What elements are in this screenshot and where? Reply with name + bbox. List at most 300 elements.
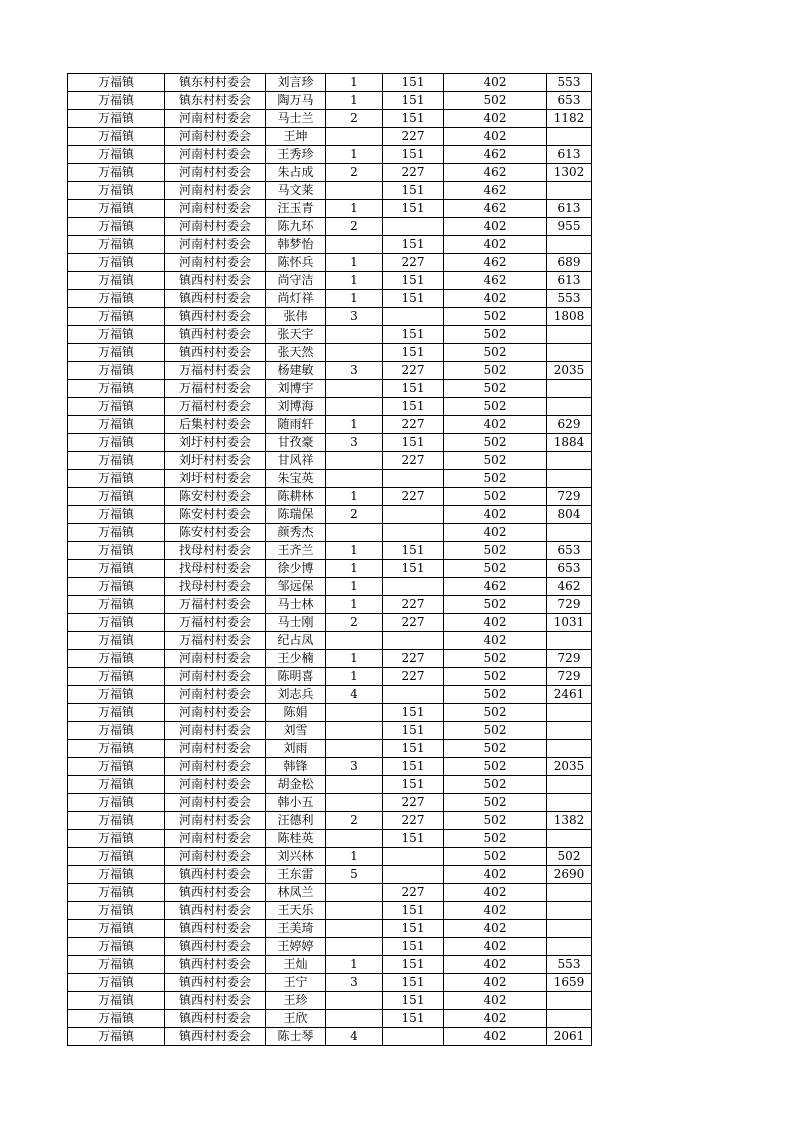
town-cell: 万福镇	[68, 722, 165, 740]
amount-a-cell: 151	[383, 830, 444, 848]
count-cell: 2	[326, 812, 383, 830]
town-cell: 万福镇	[68, 128, 165, 146]
amount-b-cell: 402	[444, 974, 547, 992]
amount-b-cell: 502	[444, 668, 547, 686]
name-cell: 刘兴林	[266, 848, 326, 866]
count-cell: 4	[326, 1028, 383, 1046]
town-cell: 万福镇	[68, 758, 165, 776]
name-cell: 刘博海	[266, 398, 326, 416]
town-cell: 万福镇	[68, 380, 165, 398]
name-cell: 王天乐	[266, 902, 326, 920]
amount-b-cell: 502	[444, 452, 547, 470]
town-cell: 万福镇	[68, 668, 165, 686]
total-cell: 729	[547, 650, 592, 668]
amount-b-cell: 502	[444, 794, 547, 812]
amount-b-cell: 402	[444, 506, 547, 524]
village-committee-cell: 河南村村委会	[165, 776, 266, 794]
count-cell: 1	[326, 956, 383, 974]
town-cell: 万福镇	[68, 884, 165, 902]
table-row	[68, 146, 592, 164]
total-cell	[547, 920, 592, 938]
count-cell	[326, 794, 383, 812]
count-cell	[326, 992, 383, 1010]
village-committee-cell: 镇西村村委会	[165, 326, 266, 344]
amount-a-cell: 151	[383, 110, 444, 128]
count-cell: 3	[326, 758, 383, 776]
amount-a-cell: 227	[383, 488, 444, 506]
total-cell: 2035	[547, 362, 592, 380]
count-cell	[326, 722, 383, 740]
amount-a-cell	[383, 218, 444, 236]
amount-b-cell: 402	[444, 884, 547, 902]
name-cell: 胡金松	[266, 776, 326, 794]
count-cell: 1	[326, 848, 383, 866]
table-row	[68, 344, 592, 362]
table-row	[68, 542, 592, 560]
amount-a-cell: 151	[383, 200, 444, 218]
amount-a-cell: 227	[383, 596, 444, 614]
amount-a-cell: 151	[383, 776, 444, 794]
town-cell: 万福镇	[68, 740, 165, 758]
amount-b-cell: 502	[444, 812, 547, 830]
town-cell: 万福镇	[68, 146, 165, 164]
village-committee-cell: 陈安村村委会	[165, 506, 266, 524]
amount-b-cell: 502	[444, 758, 547, 776]
amount-a-cell: 227	[383, 812, 444, 830]
town-cell: 万福镇	[68, 524, 165, 542]
amount-a-cell	[383, 632, 444, 650]
amount-b-cell: 502	[444, 830, 547, 848]
village-committee-cell: 陈安村村委会	[165, 524, 266, 542]
amount-a-cell: 227	[383, 452, 444, 470]
village-committee-cell: 河南村村委会	[165, 794, 266, 812]
count-cell: 1	[326, 290, 383, 308]
total-cell: 1382	[547, 812, 592, 830]
count-cell: 1	[326, 668, 383, 686]
count-cell: 1	[326, 416, 383, 434]
name-cell: 王秀珍	[266, 146, 326, 164]
name-cell: 马士林	[266, 596, 326, 614]
count-cell: 2	[326, 218, 383, 236]
amount-b-cell: 402	[444, 632, 547, 650]
table-row	[68, 272, 592, 290]
town-cell: 万福镇	[68, 470, 165, 488]
amount-b-cell: 462	[444, 272, 547, 290]
count-cell: 4	[326, 686, 383, 704]
town-cell: 万福镇	[68, 794, 165, 812]
amount-a-cell: 151	[383, 1010, 444, 1028]
town-cell: 万福镇	[68, 434, 165, 452]
table-row	[68, 254, 592, 272]
village-committee-cell: 河南村村委会	[165, 848, 266, 866]
village-committee-cell: 刘圩村村委会	[165, 452, 266, 470]
name-cell: 陈娟	[266, 704, 326, 722]
name-cell: 王灿	[266, 956, 326, 974]
name-cell: 颜秀杰	[266, 524, 326, 542]
count-cell: 1	[326, 560, 383, 578]
village-committee-cell: 镇西村村委会	[165, 290, 266, 308]
amount-a-cell	[383, 524, 444, 542]
total-cell	[547, 452, 592, 470]
total-cell: 1884	[547, 434, 592, 452]
village-committee-cell: 河南村村委会	[165, 146, 266, 164]
table-row	[68, 326, 592, 344]
amount-a-cell: 227	[383, 668, 444, 686]
amount-b-cell: 462	[444, 200, 547, 218]
amount-b-cell: 502	[444, 362, 547, 380]
amount-a-cell: 227	[383, 362, 444, 380]
amount-b-cell: 402	[444, 902, 547, 920]
table-row	[68, 110, 592, 128]
total-cell	[547, 344, 592, 362]
table-row	[68, 830, 592, 848]
name-cell: 刘雪	[266, 722, 326, 740]
town-cell: 万福镇	[68, 1028, 165, 1046]
total-cell	[547, 794, 592, 812]
amount-b-cell: 462	[444, 182, 547, 200]
total-cell: 613	[547, 200, 592, 218]
amount-b-cell: 502	[444, 92, 547, 110]
name-cell: 陈明喜	[266, 668, 326, 686]
amount-b-cell: 402	[444, 992, 547, 1010]
village-committee-cell: 镇西村村委会	[165, 1028, 266, 1046]
town-cell: 万福镇	[68, 776, 165, 794]
village-committee-cell: 河南村村委会	[165, 758, 266, 776]
village-committee-cell: 镇西村村委会	[165, 920, 266, 938]
town-cell: 万福镇	[68, 686, 165, 704]
amount-b-cell: 502	[444, 308, 547, 326]
count-cell	[326, 236, 383, 254]
amount-a-cell	[383, 470, 444, 488]
amount-a-cell: 227	[383, 614, 444, 632]
amount-a-cell: 227	[383, 254, 444, 272]
amount-a-cell: 151	[383, 434, 444, 452]
table-row	[68, 128, 592, 146]
amount-b-cell: 502	[444, 344, 547, 362]
village-committee-cell: 河南村村委会	[165, 740, 266, 758]
village-committee-cell: 镇东村村委会	[165, 92, 266, 110]
town-cell: 万福镇	[68, 92, 165, 110]
total-cell	[547, 776, 592, 794]
village-committee-cell: 镇西村村委会	[165, 1010, 266, 1028]
table-row	[68, 758, 592, 776]
amount-b-cell: 502	[444, 488, 547, 506]
amount-a-cell: 151	[383, 938, 444, 956]
table-row	[68, 434, 592, 452]
count-cell	[326, 920, 383, 938]
name-cell: 汪德利	[266, 812, 326, 830]
table-row	[68, 416, 592, 434]
total-cell	[547, 1010, 592, 1028]
count-cell	[326, 344, 383, 362]
amount-b-cell: 402	[444, 614, 547, 632]
town-cell: 万福镇	[68, 848, 165, 866]
total-cell: 502	[547, 848, 592, 866]
count-cell	[326, 902, 383, 920]
village-committee-cell: 镇西村村委会	[165, 992, 266, 1010]
total-cell: 462	[547, 578, 592, 596]
amount-b-cell: 502	[444, 596, 547, 614]
village-committee-cell: 后集村村委会	[165, 416, 266, 434]
town-cell: 万福镇	[68, 488, 165, 506]
count-cell: 2	[326, 110, 383, 128]
table-row	[68, 488, 592, 506]
total-cell	[547, 380, 592, 398]
village-committee-cell: 镇西村村委会	[165, 866, 266, 884]
table-row	[68, 794, 592, 812]
amount-b-cell: 502	[444, 560, 547, 578]
amount-b-cell: 402	[444, 1010, 547, 1028]
amount-b-cell: 402	[444, 290, 547, 308]
amount-a-cell: 151	[383, 560, 444, 578]
amount-a-cell: 151	[383, 236, 444, 254]
amount-a-cell	[383, 866, 444, 884]
table-row	[68, 992, 592, 1010]
amount-b-cell: 502	[444, 650, 547, 668]
village-committee-cell: 镇西村村委会	[165, 884, 266, 902]
town-cell: 万福镇	[68, 290, 165, 308]
amount-a-cell: 151	[383, 290, 444, 308]
name-cell: 杨建敏	[266, 362, 326, 380]
total-cell: 653	[547, 560, 592, 578]
table-row	[68, 398, 592, 416]
amount-a-cell: 151	[383, 344, 444, 362]
village-committee-cell: 万福村村委会	[165, 398, 266, 416]
amount-b-cell: 502	[444, 848, 547, 866]
count-cell: 2	[326, 614, 383, 632]
name-cell: 王坤	[266, 128, 326, 146]
table-row	[68, 506, 592, 524]
count-cell: 1	[326, 146, 383, 164]
town-cell: 万福镇	[68, 308, 165, 326]
count-cell: 1	[326, 488, 383, 506]
total-cell	[547, 632, 592, 650]
name-cell: 汪玉青	[266, 200, 326, 218]
table-row	[68, 848, 592, 866]
amount-b-cell: 402	[444, 524, 547, 542]
amount-a-cell: 151	[383, 146, 444, 164]
name-cell: 王齐兰	[266, 542, 326, 560]
count-cell: 1	[326, 200, 383, 218]
count-cell	[326, 704, 383, 722]
table-row	[68, 686, 592, 704]
amount-a-cell	[383, 578, 444, 596]
table-row	[68, 632, 592, 650]
name-cell: 陈九环	[266, 218, 326, 236]
name-cell: 邹远保	[266, 578, 326, 596]
amount-a-cell: 227	[383, 650, 444, 668]
amount-b-cell: 402	[444, 920, 547, 938]
total-cell	[547, 992, 592, 1010]
amount-a-cell: 151	[383, 380, 444, 398]
town-cell: 万福镇	[68, 236, 165, 254]
amount-a-cell: 151	[383, 182, 444, 200]
total-cell: 1659	[547, 974, 592, 992]
name-cell: 王婷婷	[266, 938, 326, 956]
table-row	[68, 938, 592, 956]
amount-b-cell: 462	[444, 254, 547, 272]
amount-b-cell: 502	[444, 326, 547, 344]
amount-a-cell	[383, 506, 444, 524]
amount-a-cell: 151	[383, 722, 444, 740]
amount-b-cell: 402	[444, 128, 547, 146]
town-cell: 万福镇	[68, 452, 165, 470]
count-cell: 1	[326, 596, 383, 614]
name-cell: 王美琦	[266, 920, 326, 938]
village-committee-cell: 镇西村村委会	[165, 938, 266, 956]
amount-a-cell: 151	[383, 542, 444, 560]
total-cell: 955	[547, 218, 592, 236]
name-cell: 朱占成	[266, 164, 326, 182]
name-cell: 陶万马	[266, 92, 326, 110]
amount-a-cell: 227	[383, 416, 444, 434]
amount-a-cell: 151	[383, 956, 444, 974]
table-row	[68, 884, 592, 902]
amount-b-cell: 462	[444, 146, 547, 164]
total-cell: 1182	[547, 110, 592, 128]
village-committee-cell: 河南村村委会	[165, 182, 266, 200]
amount-a-cell: 227	[383, 794, 444, 812]
village-committee-cell: 陈安村村委会	[165, 488, 266, 506]
total-cell: 613	[547, 146, 592, 164]
village-committee-cell: 河南村村委会	[165, 686, 266, 704]
town-cell: 万福镇	[68, 344, 165, 362]
town-cell: 万福镇	[68, 596, 165, 614]
total-cell	[547, 884, 592, 902]
town-cell: 万福镇	[68, 110, 165, 128]
village-committee-cell: 河南村村委会	[165, 200, 266, 218]
town-cell: 万福镇	[68, 902, 165, 920]
total-cell: 553	[547, 74, 592, 92]
count-cell	[326, 1010, 383, 1028]
town-cell: 万福镇	[68, 164, 165, 182]
village-committee-cell: 河南村村委会	[165, 236, 266, 254]
total-cell	[547, 398, 592, 416]
amount-b-cell: 502	[444, 722, 547, 740]
count-cell: 3	[326, 308, 383, 326]
table-row	[68, 740, 592, 758]
table-row	[68, 722, 592, 740]
name-cell: 马士刚	[266, 614, 326, 632]
name-cell: 陈耕林	[266, 488, 326, 506]
total-cell	[547, 182, 592, 200]
village-committee-cell: 河南村村委会	[165, 128, 266, 146]
town-cell: 万福镇	[68, 182, 165, 200]
count-cell: 2	[326, 506, 383, 524]
total-cell: 1302	[547, 164, 592, 182]
total-cell: 2690	[547, 866, 592, 884]
town-cell: 万福镇	[68, 218, 165, 236]
total-cell: 2035	[547, 758, 592, 776]
town-cell: 万福镇	[68, 200, 165, 218]
village-committee-cell: 镇东村村委会	[165, 74, 266, 92]
town-cell: 万福镇	[68, 956, 165, 974]
town-cell: 万福镇	[68, 704, 165, 722]
count-cell: 1	[326, 272, 383, 290]
total-cell	[547, 704, 592, 722]
count-cell: 1	[326, 578, 383, 596]
village-committee-cell: 河南村村委会	[165, 812, 266, 830]
total-cell: 1031	[547, 614, 592, 632]
table-row	[68, 74, 592, 92]
town-cell: 万福镇	[68, 362, 165, 380]
table-row	[68, 200, 592, 218]
name-cell: 王东雷	[266, 866, 326, 884]
name-cell: 朱宝英	[266, 470, 326, 488]
count-cell: 2	[326, 164, 383, 182]
town-cell: 万福镇	[68, 272, 165, 290]
name-cell: 徐少博	[266, 560, 326, 578]
table-row	[68, 668, 592, 686]
village-committee-cell: 河南村村委会	[165, 254, 266, 272]
table-row	[68, 362, 592, 380]
amount-b-cell: 462	[444, 164, 547, 182]
amount-b-cell: 502	[444, 704, 547, 722]
village-committee-cell: 河南村村委会	[165, 668, 266, 686]
village-committee-cell: 镇西村村委会	[165, 308, 266, 326]
town-cell: 万福镇	[68, 650, 165, 668]
village-committee-cell: 河南村村委会	[165, 704, 266, 722]
name-cell: 刘雨	[266, 740, 326, 758]
count-cell	[326, 128, 383, 146]
name-cell: 王珍	[266, 992, 326, 1010]
name-cell: 张天然	[266, 344, 326, 362]
village-committee-cell: 找母村村委会	[165, 560, 266, 578]
total-cell	[547, 830, 592, 848]
village-committee-cell: 找母村村委会	[165, 578, 266, 596]
town-cell: 万福镇	[68, 506, 165, 524]
table-row	[68, 182, 592, 200]
amount-b-cell: 402	[444, 416, 547, 434]
count-cell: 1	[326, 542, 383, 560]
name-cell: 林凤兰	[266, 884, 326, 902]
amount-a-cell: 151	[383, 704, 444, 722]
amount-b-cell: 502	[444, 470, 547, 488]
village-committee-cell: 万福村村委会	[165, 596, 266, 614]
count-cell	[326, 776, 383, 794]
amount-a-cell	[383, 308, 444, 326]
table-row	[68, 452, 592, 470]
total-cell: 729	[547, 596, 592, 614]
village-committee-cell: 河南村村委会	[165, 218, 266, 236]
count-cell	[326, 632, 383, 650]
table-row	[68, 812, 592, 830]
village-committee-cell: 万福村村委会	[165, 632, 266, 650]
town-cell: 万福镇	[68, 1010, 165, 1028]
count-cell	[326, 884, 383, 902]
town-cell: 万福镇	[68, 938, 165, 956]
name-cell: 尚灯祥	[266, 290, 326, 308]
table-row	[68, 164, 592, 182]
table-row	[68, 578, 592, 596]
town-cell: 万福镇	[68, 920, 165, 938]
total-cell	[547, 740, 592, 758]
amount-b-cell: 502	[444, 380, 547, 398]
amount-a-cell: 151	[383, 326, 444, 344]
total-cell: 553	[547, 956, 592, 974]
village-committee-cell: 刘圩村村委会	[165, 434, 266, 452]
amount-b-cell: 502	[444, 740, 547, 758]
town-cell: 万福镇	[68, 812, 165, 830]
count-cell	[326, 470, 383, 488]
amount-a-cell: 151	[383, 920, 444, 938]
amount-a-cell: 151	[383, 740, 444, 758]
amount-a-cell: 227	[383, 128, 444, 146]
count-cell: 5	[326, 866, 383, 884]
total-cell	[547, 524, 592, 542]
total-cell: 1808	[547, 308, 592, 326]
total-cell: 689	[547, 254, 592, 272]
